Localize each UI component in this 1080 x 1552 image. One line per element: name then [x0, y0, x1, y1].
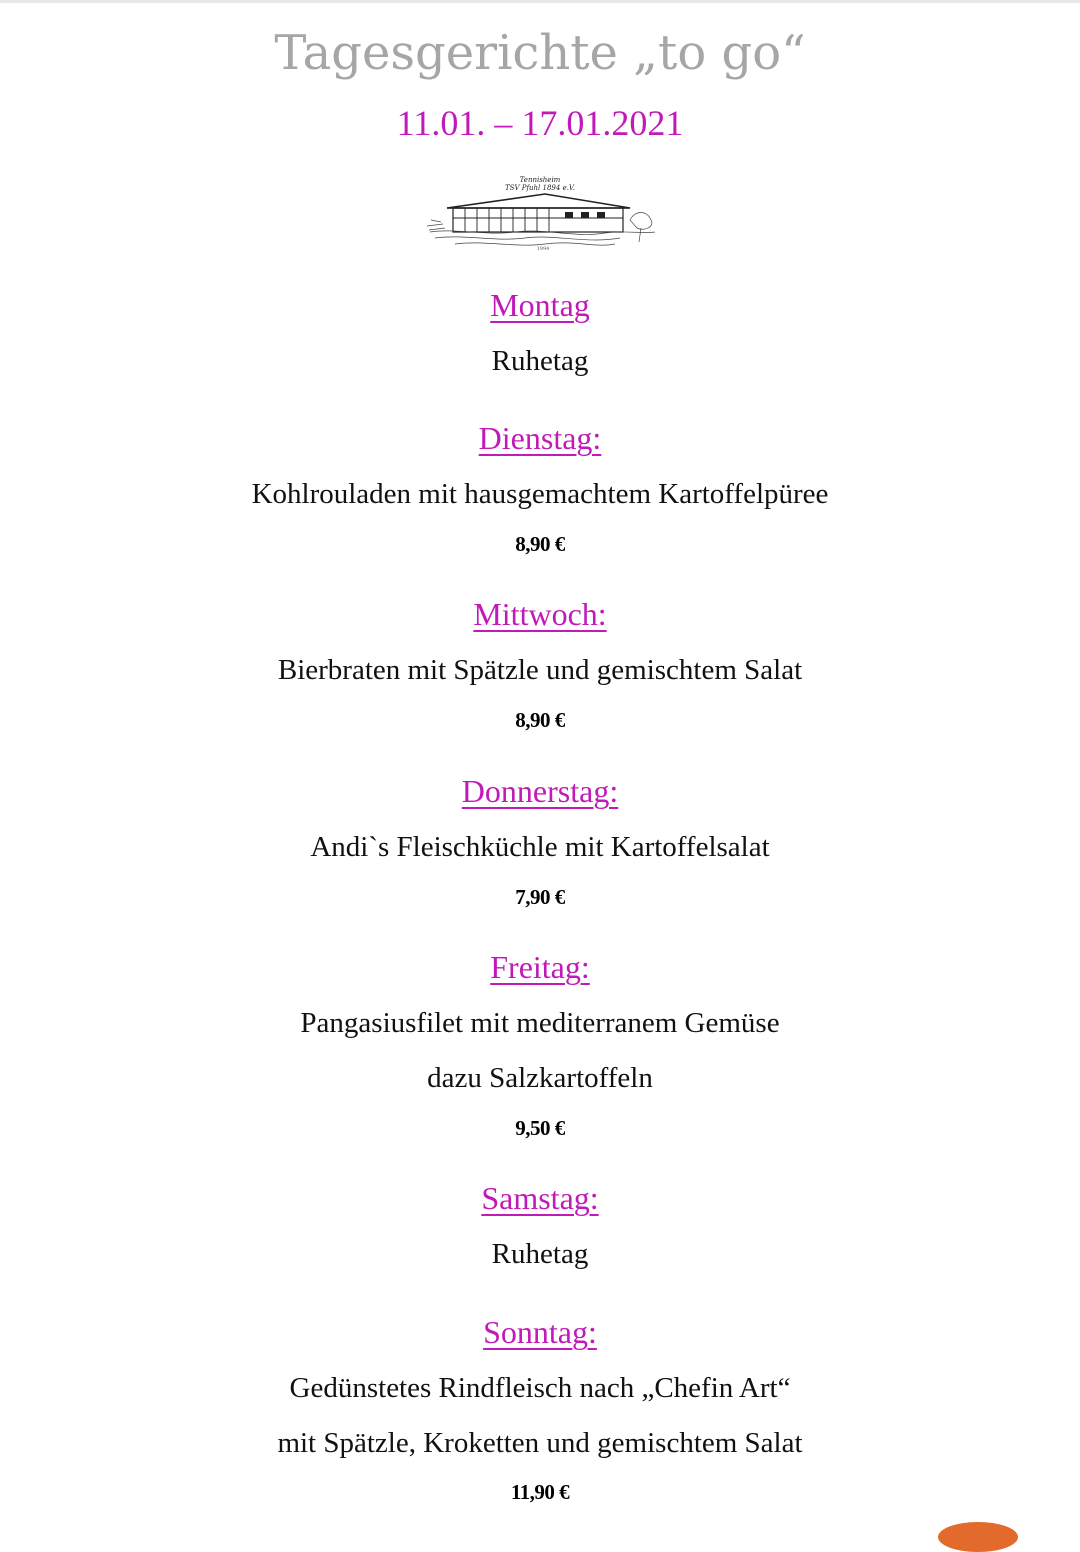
dish-sonntag-line-2: mit Spätzle, Kroketten und gemischtem Salat [277, 1427, 803, 1459]
svg-text:1994: 1994 [536, 246, 550, 252]
day-heading-dienstag: Dienstag: [478, 420, 602, 456]
price-freitag: 9,50 € [515, 1116, 565, 1140]
day-heading-samstag: Samstag: [481, 1180, 599, 1216]
price-donnerstag: 7,90 € [515, 885, 565, 909]
price-mittwoch: 8,90 € [515, 708, 565, 732]
dish-montag: Ruhetag [491, 345, 589, 377]
date-range: 11.01. – 17.01.2021 [396, 103, 684, 143]
day-heading-freitag: Freitag: [490, 949, 590, 985]
page-title: Tagesgerichte „to go“ [274, 25, 806, 81]
day-heading-sonntag: Sonntag: [483, 1314, 597, 1350]
corner-decoration [938, 1522, 1018, 1552]
day-heading-mittwoch: Mittwoch: [473, 596, 607, 632]
day-heading-donnerstag: Donnerstag: [461, 773, 619, 809]
dish-donnerstag: Andi`s Fleischküchle mit Kartoffelsalat [310, 831, 770, 863]
logo-text-1: Tennisheim [519, 176, 561, 184]
dish-dienstag: Kohlrouladen mit hausgemachtem Kartoffelpüree [251, 478, 829, 510]
dish-mittwoch: Bierbraten mit Spätzle und gemischtem Salat [277, 654, 803, 686]
price-dienstag: 8,90 € [515, 532, 565, 556]
dish-samstag: Ruhetag [491, 1238, 589, 1270]
dish-sonntag-line-1: Gedünstetes Rindfleisch nach „Chefin Art“ [289, 1372, 791, 1404]
clubhouse-sketch-icon [425, 170, 660, 252]
price-sonntag: 11,90 € [510, 1480, 570, 1504]
logo-text-2: TSV Pfuhl 1894 e.V. [505, 184, 575, 192]
dish-freitag-line-2: dazu Salzkartoffeln [427, 1062, 653, 1094]
dish-freitag-line-1: Pangasiusfilet mit mediterranem Gemüse [300, 1007, 780, 1039]
day-heading-montag: Montag [490, 287, 590, 323]
